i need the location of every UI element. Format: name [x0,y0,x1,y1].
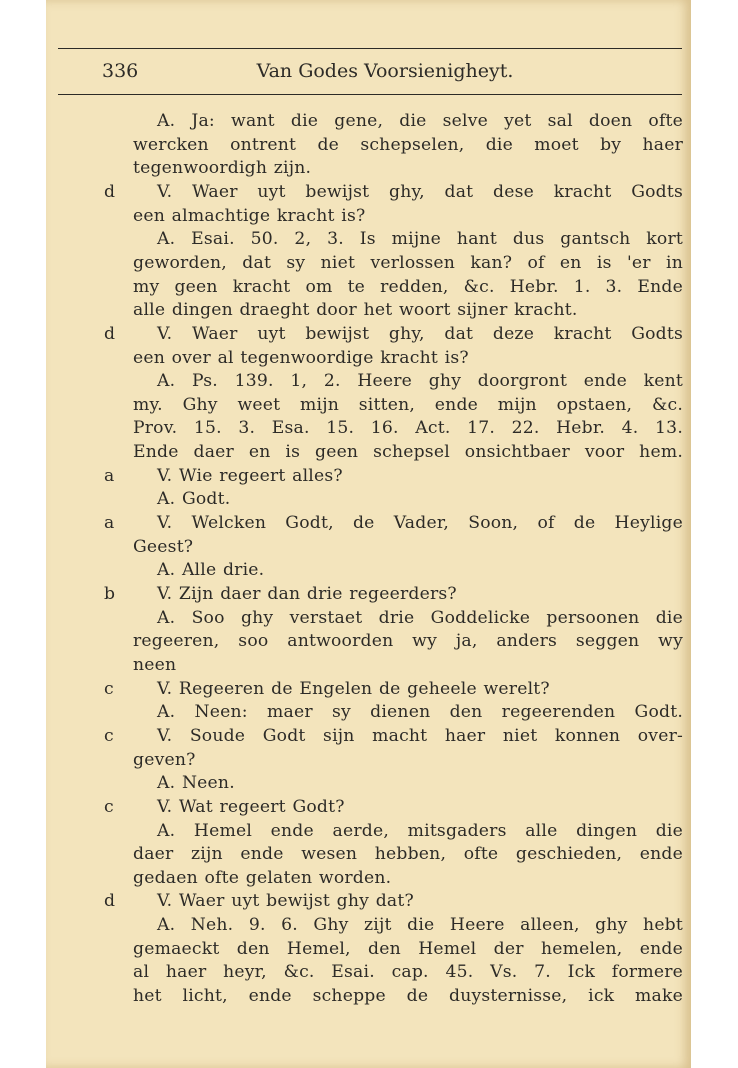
margin-marker: b [104,584,116,604]
text-line: V. Regeeren de Engelen de geheele werelt? [157,679,550,699]
text-line: het licht, ende scheppe de duysternisse, ick make [133,986,683,1006]
text-line: een almachtige kracht is? [133,206,366,226]
margin-marker: c [104,797,114,817]
running-title: Van Godes Voorsienigheyt. [256,60,514,82]
text-line: V. Waer uyt bewijst ghy dat? [157,891,414,911]
text-line: alle dingen draeght door het woort sijner kracht. [133,300,578,320]
text-line: Ende daer en is geen schepsel onsichtbaer voor hem. [133,442,683,462]
text-line: V. Zijn daer dan drie regeerders? [157,584,457,604]
margin-marker: d [104,891,116,911]
margin-marker: d [104,182,116,202]
text-line: geven? [133,750,196,770]
page-header [58,58,682,88]
text-line: A. Alle drie. [157,560,265,580]
text-line: Geest? [133,537,194,557]
margin-marker: c [104,679,114,699]
margin-marker: a [104,513,115,533]
text-line: wercken ontrent de schepselen, die moet by haer [133,135,683,155]
text-line: een over al tegenwoordige kracht is? [133,348,469,368]
text-line: geworden, dat sy niet verlossen kan? of en is 'er in [133,253,683,273]
text-line: my geen kracht om te redden, &c. Hebr. 1. 3. Ende [133,277,683,297]
text-line: V. Welcken Godt, de Vader, Soon, of de Heylige [157,513,683,533]
text-line: A. Neen: maer sy dienen den regeerenden Godt. [157,702,683,722]
margin-marker: a [104,466,115,486]
text-line: gemaeckt den Hemel, den Hemel der hemelen, ende [133,939,683,959]
text-line: neen [133,655,177,675]
text-line: regeeren, soo antwoorden wy ja, anders seggen wy [133,631,683,651]
text-line: V. Waer uyt bewijst ghy, dat deze kracht Godts [157,324,683,344]
text-line: A. Ps. 139. 1, 2. Heere ghy doorgront ende kent [157,371,683,391]
text-line: gedaen ofte gelaten worden. [133,868,392,888]
text-line: V. Wie regeert alles? [157,466,343,486]
margin-marker: d [104,324,116,344]
text-line: Prov. 15. 3. Esa. 15. 16. Act. 17. 22. Hebr. 4. 13. [133,418,683,438]
text-line: my. Ghy weet mijn sitten, ende mijn opstaen, &c. [133,395,683,415]
header-rule-top [58,48,682,49]
text-line: A. Soo ghy verstaet drie Goddelicke persoonen die [157,608,683,628]
text-line: A. Neh. 9. 6. Ghy zijt die Heere alleen, ghy hebt [157,915,683,935]
text-line: A. Hemel ende aerde, mitsgaders alle dingen die [157,821,683,841]
text-line: A. Godt. [157,489,231,509]
text-line: tegenwoordigh zijn. [133,158,312,178]
margin-marker: c [104,726,114,746]
text-line: V. Waer uyt bewijst ghy, dat dese kracht Godts [157,182,683,202]
text-line: al haer heyr, &c. Esai. cap. 45. Vs. 7. Ick formere [133,962,683,982]
text-line: A. Ja: want die gene, die selve yet sal doen ofte [157,111,683,131]
text-line: daer zijn ende wesen hebben, ofte geschieden, ende [133,844,683,864]
text-line: A. Esai. 50. 2, 3. Is mijne hant dus gantsch kort [157,229,683,249]
page-number: 336 [102,60,139,82]
text-line: V. Soude Godt sijn macht haer niet konnen over- [157,726,683,746]
text-line: V. Wat regeert Godt? [157,797,345,817]
text-line: A. Neen. [157,773,235,793]
header-rule-bottom [58,94,682,95]
